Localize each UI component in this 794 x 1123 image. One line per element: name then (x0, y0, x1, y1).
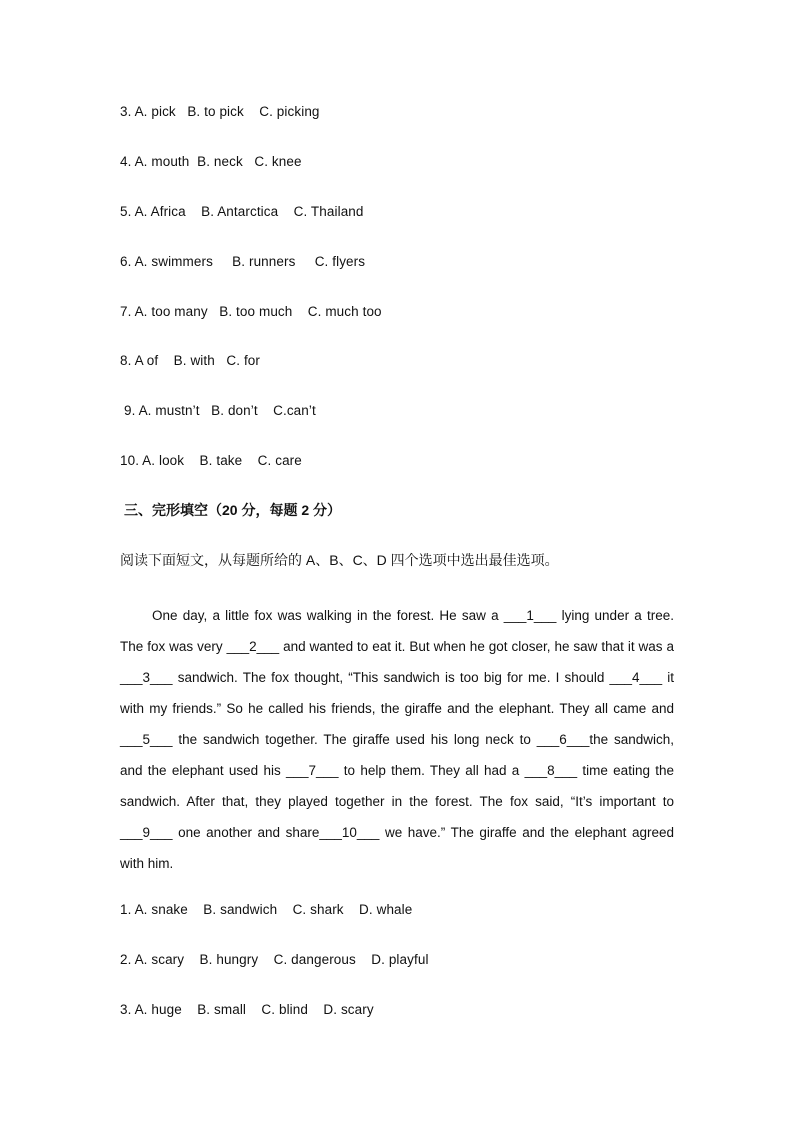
cloze-question-2-options: 2. A. scary B. hungry C. dangerous D. playful (120, 952, 429, 967)
cloze-passage: One day, a little fox was walking in the forest. He saw a ___1___ lying under a tree. The fox was very ___2___ and wanted to eat it. But when he got closer, he saw that it was a ___3___ sandwich. The fox thought, “This sandwich is too big for me. I should ___4___ it with my friends.” So he called his friends, the giraffe and the elephant. They all came and ___5___ the sandwich together. The giraffe used his long neck to ___6___the sandwich, and the elephant used his ___7___ to help them. They all had a ___8___ time eating the sandwich. After that, they played together in the forest. The fox said, “It’s important to ___9___ one another and share___10___ we have.” The giraffe and the elephant agreed with him. (120, 608, 674, 871)
question-7-options: 7. A. too many B. too much C. much too (120, 304, 382, 319)
section-3-title: 三、完形填空（20 分，每题 2 分） (124, 502, 342, 518)
question-3-options: 3. A. pick B. to pick C. picking (120, 104, 320, 119)
question-9-options: 9. A. mustn’t B. don’t C.can’t (124, 403, 316, 418)
question-5-options: 5. A. Africa B. Antarctica C. Thailand (120, 204, 364, 219)
question-4-options: 4. A. mouth B. neck C. knee (120, 154, 302, 169)
cloze-question-1-options: 1. A. snake B. sandwich C. shark D. whale (120, 902, 413, 917)
question-6-options: 6. A. swimmers B. runners C. flyers (120, 254, 366, 269)
cloze-question-3-options: 3. A. huge B. small C. blind D. scary (120, 1002, 374, 1017)
question-10-options: 10. A. look B. take C. care (120, 453, 302, 468)
section-3-instruction: 阅读下面短文，从每题所给的 A、B、C、D 四个选项中选出最佳选项。 (120, 552, 559, 568)
question-8-options: 8. A of B. with C. for (120, 353, 261, 368)
